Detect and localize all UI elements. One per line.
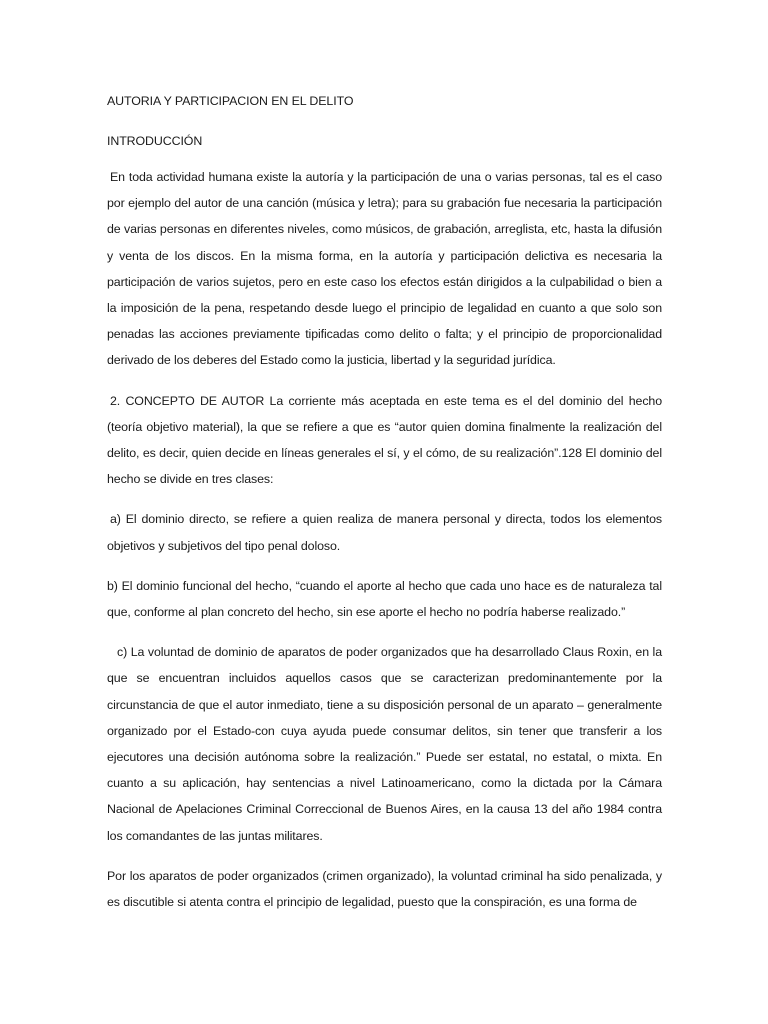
paragraph-aparatos-de-poder: Por los aparatos de poder organizados (crimen organizado), la voluntad criminal ha sido penalizada, y es discutible si atenta contra el principio de legalidad, puesto que la conspiración, es una forma de [107,868,662,910]
document-page [107,88,662,929]
paragraph-dominio-directo: a) El dominio directo, se refiere a quien realiza de manera personal y directa, todos los elementos objetivos y subjetivos del tipo penal doloso. [107,512,662,553]
paragraph-introduccion: En toda actividad humana existe la autoría y la participación de una o varias personas, tal es el caso por ejemplo del autor de una canción (música y letra); para su grabación fue necesaria la participación de varias personas en diferentes niveles, como músicos, de grabación, arreglista, etc, hasta la difusión y venta de los discos. En la misma forma, en la autoría y participación delictiva es necesaria la participación de varios sujetos, pero en este caso los efectos están dirigidos a la culpabilidad o bien a la imposición de la pena, respetando desde luego el principio de legalidad en cuanto a que solo son penadas las acciones previamente tipificadas como delito o falta; y el principio de proporcionalidad derivado de los deberes del Estado como la justicia, libertad y la seguridad jurídica. [107,170,662,368]
paragraph-concepto-de-autor: 2. CONCEPTO DE AUTOR La corriente más aceptada en este tema es el del dominio del hecho (teoría objetivo material), la que se refiere a que es “autor quien domina finalmente la realización del delito, es decir, quien decide en líneas generales el sí, y el cómo, de su realización”.128 El dominio del hecho se divide en tres clases: [107,393,662,487]
section-heading: INTRODUCCIÓN [107,134,203,148]
document-title: AUTORIA Y PARTICIPACION EN EL DELITO [107,94,354,108]
paragraph-voluntad-de-dominio: c) La voluntad de dominio de aparatos de poder organizados que ha desarrollado Claus Roxin, en la que se encuentran incluidos aquellos casos que se caracterizan predominantemente por la circunstancia de que el autor inmediato, tiene a su disposición personal de un aparato – generalmente organizado por el Estado-con cuya ayuda puede consumar delitos, sin tener que transferir a los ejecutores una decisión autónoma sobre la realización.” Puede ser estatal, no estatal, o mixta. En cuanto a su aplicación, hay sentencias a nivel Latinoamericano, como la dictada por la Cámara Nacional de Apelaciones Criminal Correccional de Buenos Aires, en la causa 13 del año 1984 contra los comandantes de las juntas militares. [107,645,662,843]
paragraph-dominio-funcional: b) El dominio funcional del hecho, “cuando el aporte al hecho que cada uno hace es de naturaleza tal que, conforme al plan concreto del hecho, sin ese aporte el hecho no podría haberse realizado.” [107,578,662,620]
